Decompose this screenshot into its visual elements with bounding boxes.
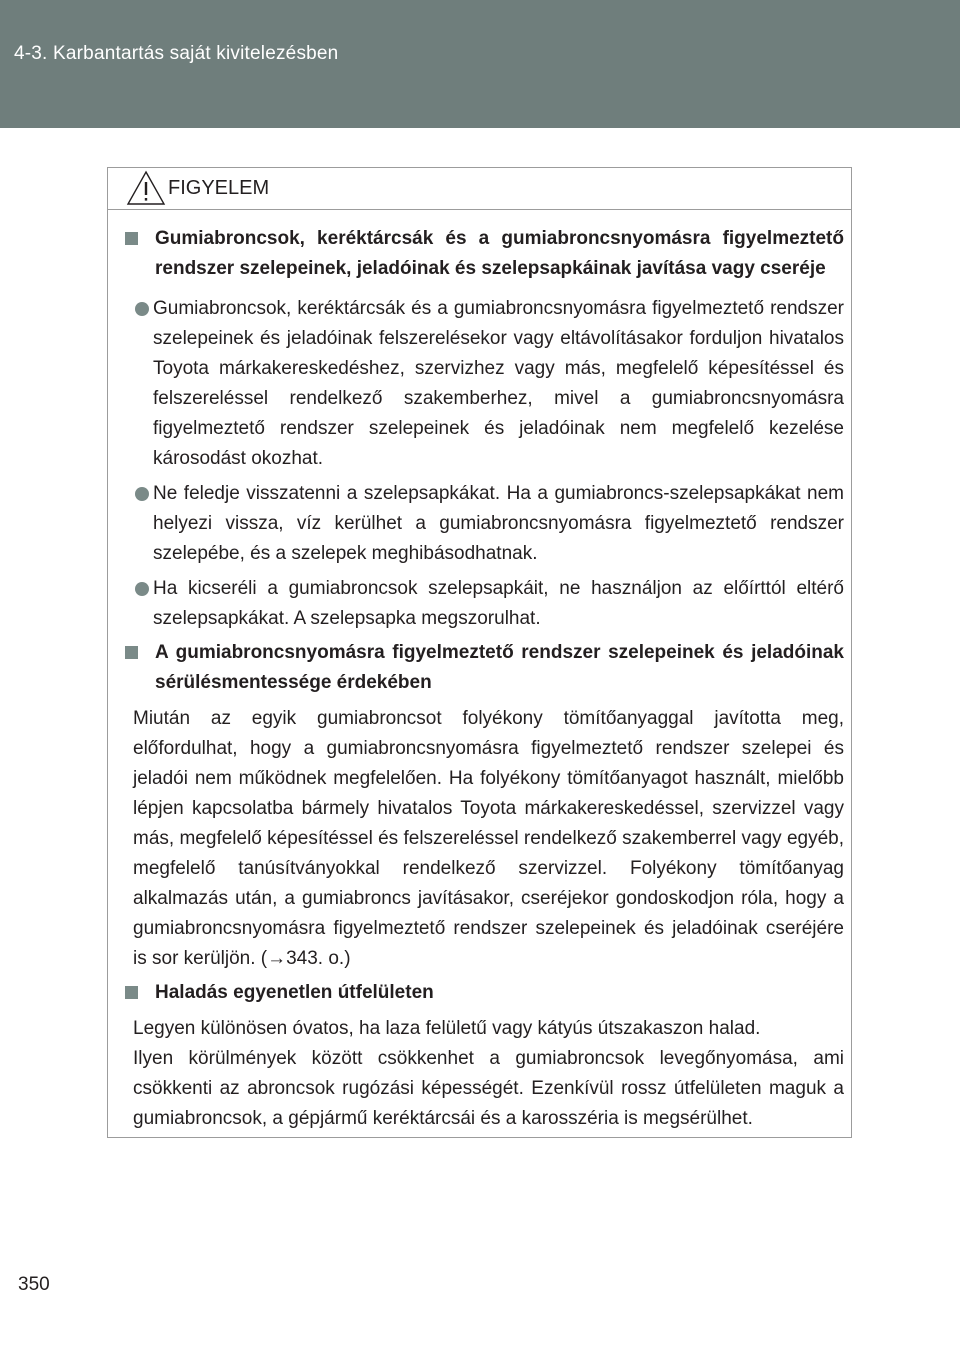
square-bullet-icon: [125, 232, 138, 245]
round-bullet-icon: [135, 582, 149, 596]
warning-header: [108, 168, 851, 210]
list-item: Gumiabroncsok, keréktárcsák és a gumiabroncsnyomásra figyelmeztető rendszer szelepeinek és jeladóinak felszerelésekor vagy eltávolításakor forduljon hivatalos Toyota márkakereskedéshez, szervizhez vagy más, megfelelő képesítéssel és felszereléssel rendelkező szakemberhez, mivel a gumiabroncsnyomásra figyelmeztető rendszer szelepeinek és jeladóinak nem megfelelő kezelése károsodást okozhat.: [131, 294, 844, 474]
round-bullet-icon: [135, 302, 149, 316]
warning-title: FIGYELEM: [168, 177, 270, 199]
page-number: 350: [18, 1274, 50, 1295]
paragraph: Ilyen körülmények között csökkenhet a gumiabroncsok levegőnyomása, ami csökkenti az abroncsok rugózási képességét. Ezenkívül rossz útfelületen maguk a gumiabroncsok, a gépjármű keréktárcsái és a karosszéria is megsérülhet.: [133, 1048, 844, 1129]
section-title: 4-3. Karbantartás saját kivitelezésben: [14, 43, 339, 64]
warning-body: [131, 224, 844, 1134]
list-item: Ne feledje visszatenni a szelepsapkákat. Ha a gumiabroncs-szelepsapkákat nem helyezi vissza, víz kerülhet a gumiabroncsnyomásra figyelmeztető rendszer szelepébe, és a szelepek meghibásodhatnak.: [131, 479, 844, 569]
section-heading-rough-road: Haladás egyenetlen útfelületen: [131, 978, 844, 1008]
paragraph: Miután az egyik gumiabroncsot folyékony tömítőanyaggal javította meg, előfordulhat, hogy a gumiabroncsnyomásra figyelmeztető rendszer szelepei és jeladói nem működnek megfelelően. Ha folyékony tömítőanyagot használt, mielőbb lépjen kapcsolatba bármely hivatalos Toyota márkakereskedéssel, szervizzel vagy más, megfelelő képesítéssel és felszereléssel rendelkező szakemberrel vagy egyéb, megfelelő tanúsítványokkal rendelkező szervizzel. Folyékony tömítőanyag alkalmazás után, a gumiabroncs javításakor, cseréjekor gondoskodjon róla, hogy a gumiabroncsnyomásra figyelmeztető rendszer szelepeinek és jeladóinak cseréjére is sor kerüljön. (→343. o.): [133, 708, 844, 969]
square-bullet-icon: [125, 646, 138, 659]
list-item: Ha kicseréli a gumiabroncsok szelepsapkáit, ne használjon az előírttól eltérő szelepsapkákat. A szelepsapka megszorulhat.: [131, 574, 844, 634]
paragraph: Legyen különösen óvatos, ha laza felületű vagy kátyús útszakaszon halad.: [133, 1018, 761, 1039]
warning-triangle-icon: [126, 170, 166, 206]
chapter-header-bar: [0, 0, 960, 128]
section-heading-sensor-protection: A gumiabroncsnyomásra figyelmeztető rendszer szelepeinek és jeladóinak sérülésmentessége érdekében: [131, 638, 844, 698]
square-bullet-icon: [125, 986, 138, 999]
section-heading-tire-repair: Gumiabroncsok, keréktárcsák és a gumiabroncsnyomásra figyelmeztető rendszer szelepeinek, jeladóinak és szelepsapkáinak javítása vagy cseréje: [131, 224, 844, 284]
round-bullet-icon: [135, 487, 149, 501]
